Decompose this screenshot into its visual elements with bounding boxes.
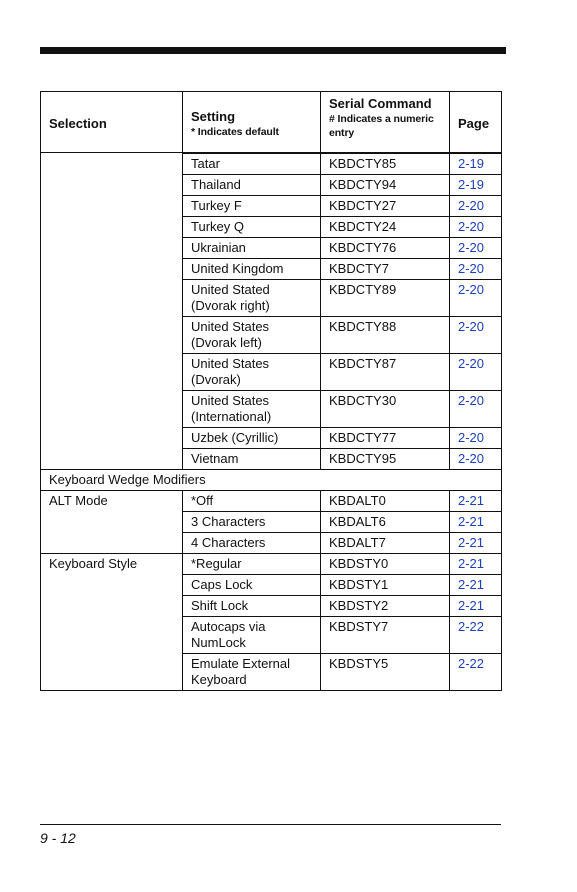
command-cell: KBDCTY95 xyxy=(321,449,450,470)
setting-cell: Turkey F xyxy=(183,196,321,217)
setting-cell: 4 Characters xyxy=(183,533,321,554)
page-link[interactable]: 2-21 xyxy=(450,596,502,617)
setting-cell: Tatar xyxy=(183,154,321,175)
selection-cell xyxy=(41,428,183,449)
command-cell: KBDCTY77 xyxy=(321,428,450,449)
setting-cell: *Off xyxy=(183,491,321,512)
setting-cell: *Regular xyxy=(183,554,321,575)
setting-cell: Shift Lock xyxy=(183,596,321,617)
selection-cell xyxy=(41,449,183,470)
selection-cell xyxy=(41,280,183,317)
setting-cell: United States (International) xyxy=(183,391,321,428)
setting-cell: United States (Dvorak) xyxy=(183,354,321,391)
selection-cell xyxy=(41,391,183,428)
command-cell: KBDCTY85 xyxy=(321,154,450,175)
footer-rule xyxy=(40,824,501,825)
setting-cell: United Stated (Dvorak right) xyxy=(183,280,321,317)
page-link[interactable]: 2-20 xyxy=(450,238,502,259)
command-cell: KBDSTY5 xyxy=(321,654,450,691)
setting-cell: Emulate External Keyboard xyxy=(183,654,321,691)
setting-default-note: * Indicates default xyxy=(191,126,279,138)
table-row xyxy=(41,238,502,259)
selection-cell xyxy=(41,354,183,391)
setting-cell: Turkey Q xyxy=(183,217,321,238)
setting-cell: Caps Lock xyxy=(183,575,321,596)
setting-cell: Thailand xyxy=(183,175,321,196)
command-cell: KBDCTY89 xyxy=(321,280,450,317)
selection-cell xyxy=(41,196,183,217)
command-cell: KBDCTY94 xyxy=(321,175,450,196)
setting-cell: Ukrainian xyxy=(183,238,321,259)
section-label: Keyboard Wedge Modifiers xyxy=(41,470,502,491)
setting-cell: Autocaps via NumLock xyxy=(183,617,321,654)
col-header-serial-command: Serial Command # Indicates a numeric entry xyxy=(321,92,450,153)
alt-mode-label: ALT Mode xyxy=(41,491,183,554)
page-number: 9 - 12 xyxy=(40,830,76,846)
page-link[interactable]: 2-19 xyxy=(450,175,502,196)
table-row xyxy=(41,175,502,196)
table-row xyxy=(41,217,502,238)
table-row xyxy=(41,196,502,217)
table-row xyxy=(41,449,502,470)
selection-cell xyxy=(41,259,183,280)
page-link[interactable]: 2-19 xyxy=(450,154,502,175)
serial-numeric-note: # Indicates a numeric entry xyxy=(329,113,434,139)
table-row xyxy=(41,354,502,391)
setting-cell: Uzbek (Cyrillic) xyxy=(183,428,321,449)
selection-cell xyxy=(41,175,183,196)
page-link[interactable]: 2-20 xyxy=(450,280,502,317)
table-row xyxy=(41,554,502,575)
setting-cell: Vietnam xyxy=(183,449,321,470)
page-link[interactable]: 2-22 xyxy=(450,654,502,691)
table-header-row xyxy=(41,92,502,153)
page-link[interactable]: 2-21 xyxy=(450,554,502,575)
setting-cell: United States (Dvorak left) xyxy=(183,317,321,354)
page-link[interactable]: 2-22 xyxy=(450,617,502,654)
command-cell: KBDCTY7 xyxy=(321,259,450,280)
selection-cell xyxy=(41,317,183,354)
serial-command-table xyxy=(40,91,502,691)
command-cell: KBDCTY27 xyxy=(321,196,450,217)
page-link[interactable]: 2-20 xyxy=(450,217,502,238)
page-link[interactable]: 2-21 xyxy=(450,533,502,554)
command-cell: KBDALT7 xyxy=(321,533,450,554)
page-link[interactable]: 2-21 xyxy=(450,575,502,596)
selection-cell xyxy=(41,238,183,259)
table-row xyxy=(41,391,502,428)
col-header-setting: Setting * Indicates default xyxy=(183,92,321,153)
page-link[interactable]: 2-20 xyxy=(450,428,502,449)
table-row xyxy=(41,317,502,354)
table-row xyxy=(41,491,502,512)
page-link[interactable]: 2-20 xyxy=(450,391,502,428)
page-link[interactable]: 2-20 xyxy=(450,196,502,217)
page-link[interactable]: 2-21 xyxy=(450,512,502,533)
setting-cell: 3 Characters xyxy=(183,512,321,533)
table-row xyxy=(41,259,502,280)
command-cell: KBDCTY30 xyxy=(321,391,450,428)
command-cell: KBDCTY76 xyxy=(321,238,450,259)
command-cell: KBDSTY1 xyxy=(321,575,450,596)
command-cell: KBDSTY7 xyxy=(321,617,450,654)
page-link[interactable]: 2-21 xyxy=(450,491,502,512)
command-cell: KBDCTY88 xyxy=(321,317,450,354)
command-cell: KBDCTY87 xyxy=(321,354,450,391)
header-rule xyxy=(40,47,506,54)
table-row xyxy=(41,280,502,317)
command-cell: KBDCTY24 xyxy=(321,217,450,238)
col-header-page: Page xyxy=(450,92,502,153)
page-link[interactable]: 2-20 xyxy=(450,354,502,391)
command-cell: KBDSTY0 xyxy=(321,554,450,575)
col-header-selection: Selection xyxy=(41,92,183,153)
selection-cell xyxy=(41,217,183,238)
selection-cell xyxy=(41,154,183,175)
table-row xyxy=(41,154,502,175)
command-cell: KBDSTY2 xyxy=(321,596,450,617)
command-cell: KBDALT0 xyxy=(321,491,450,512)
command-cell: KBDALT6 xyxy=(321,512,450,533)
page-link[interactable]: 2-20 xyxy=(450,259,502,280)
table-row xyxy=(41,428,502,449)
keyboard-style-label: Keyboard Style xyxy=(41,554,183,691)
page-link[interactable]: 2-20 xyxy=(450,449,502,470)
setting-cell: United Kingdom xyxy=(183,259,321,280)
page-link[interactable]: 2-20 xyxy=(450,317,502,354)
section-row xyxy=(41,470,502,491)
table-body xyxy=(41,153,502,691)
